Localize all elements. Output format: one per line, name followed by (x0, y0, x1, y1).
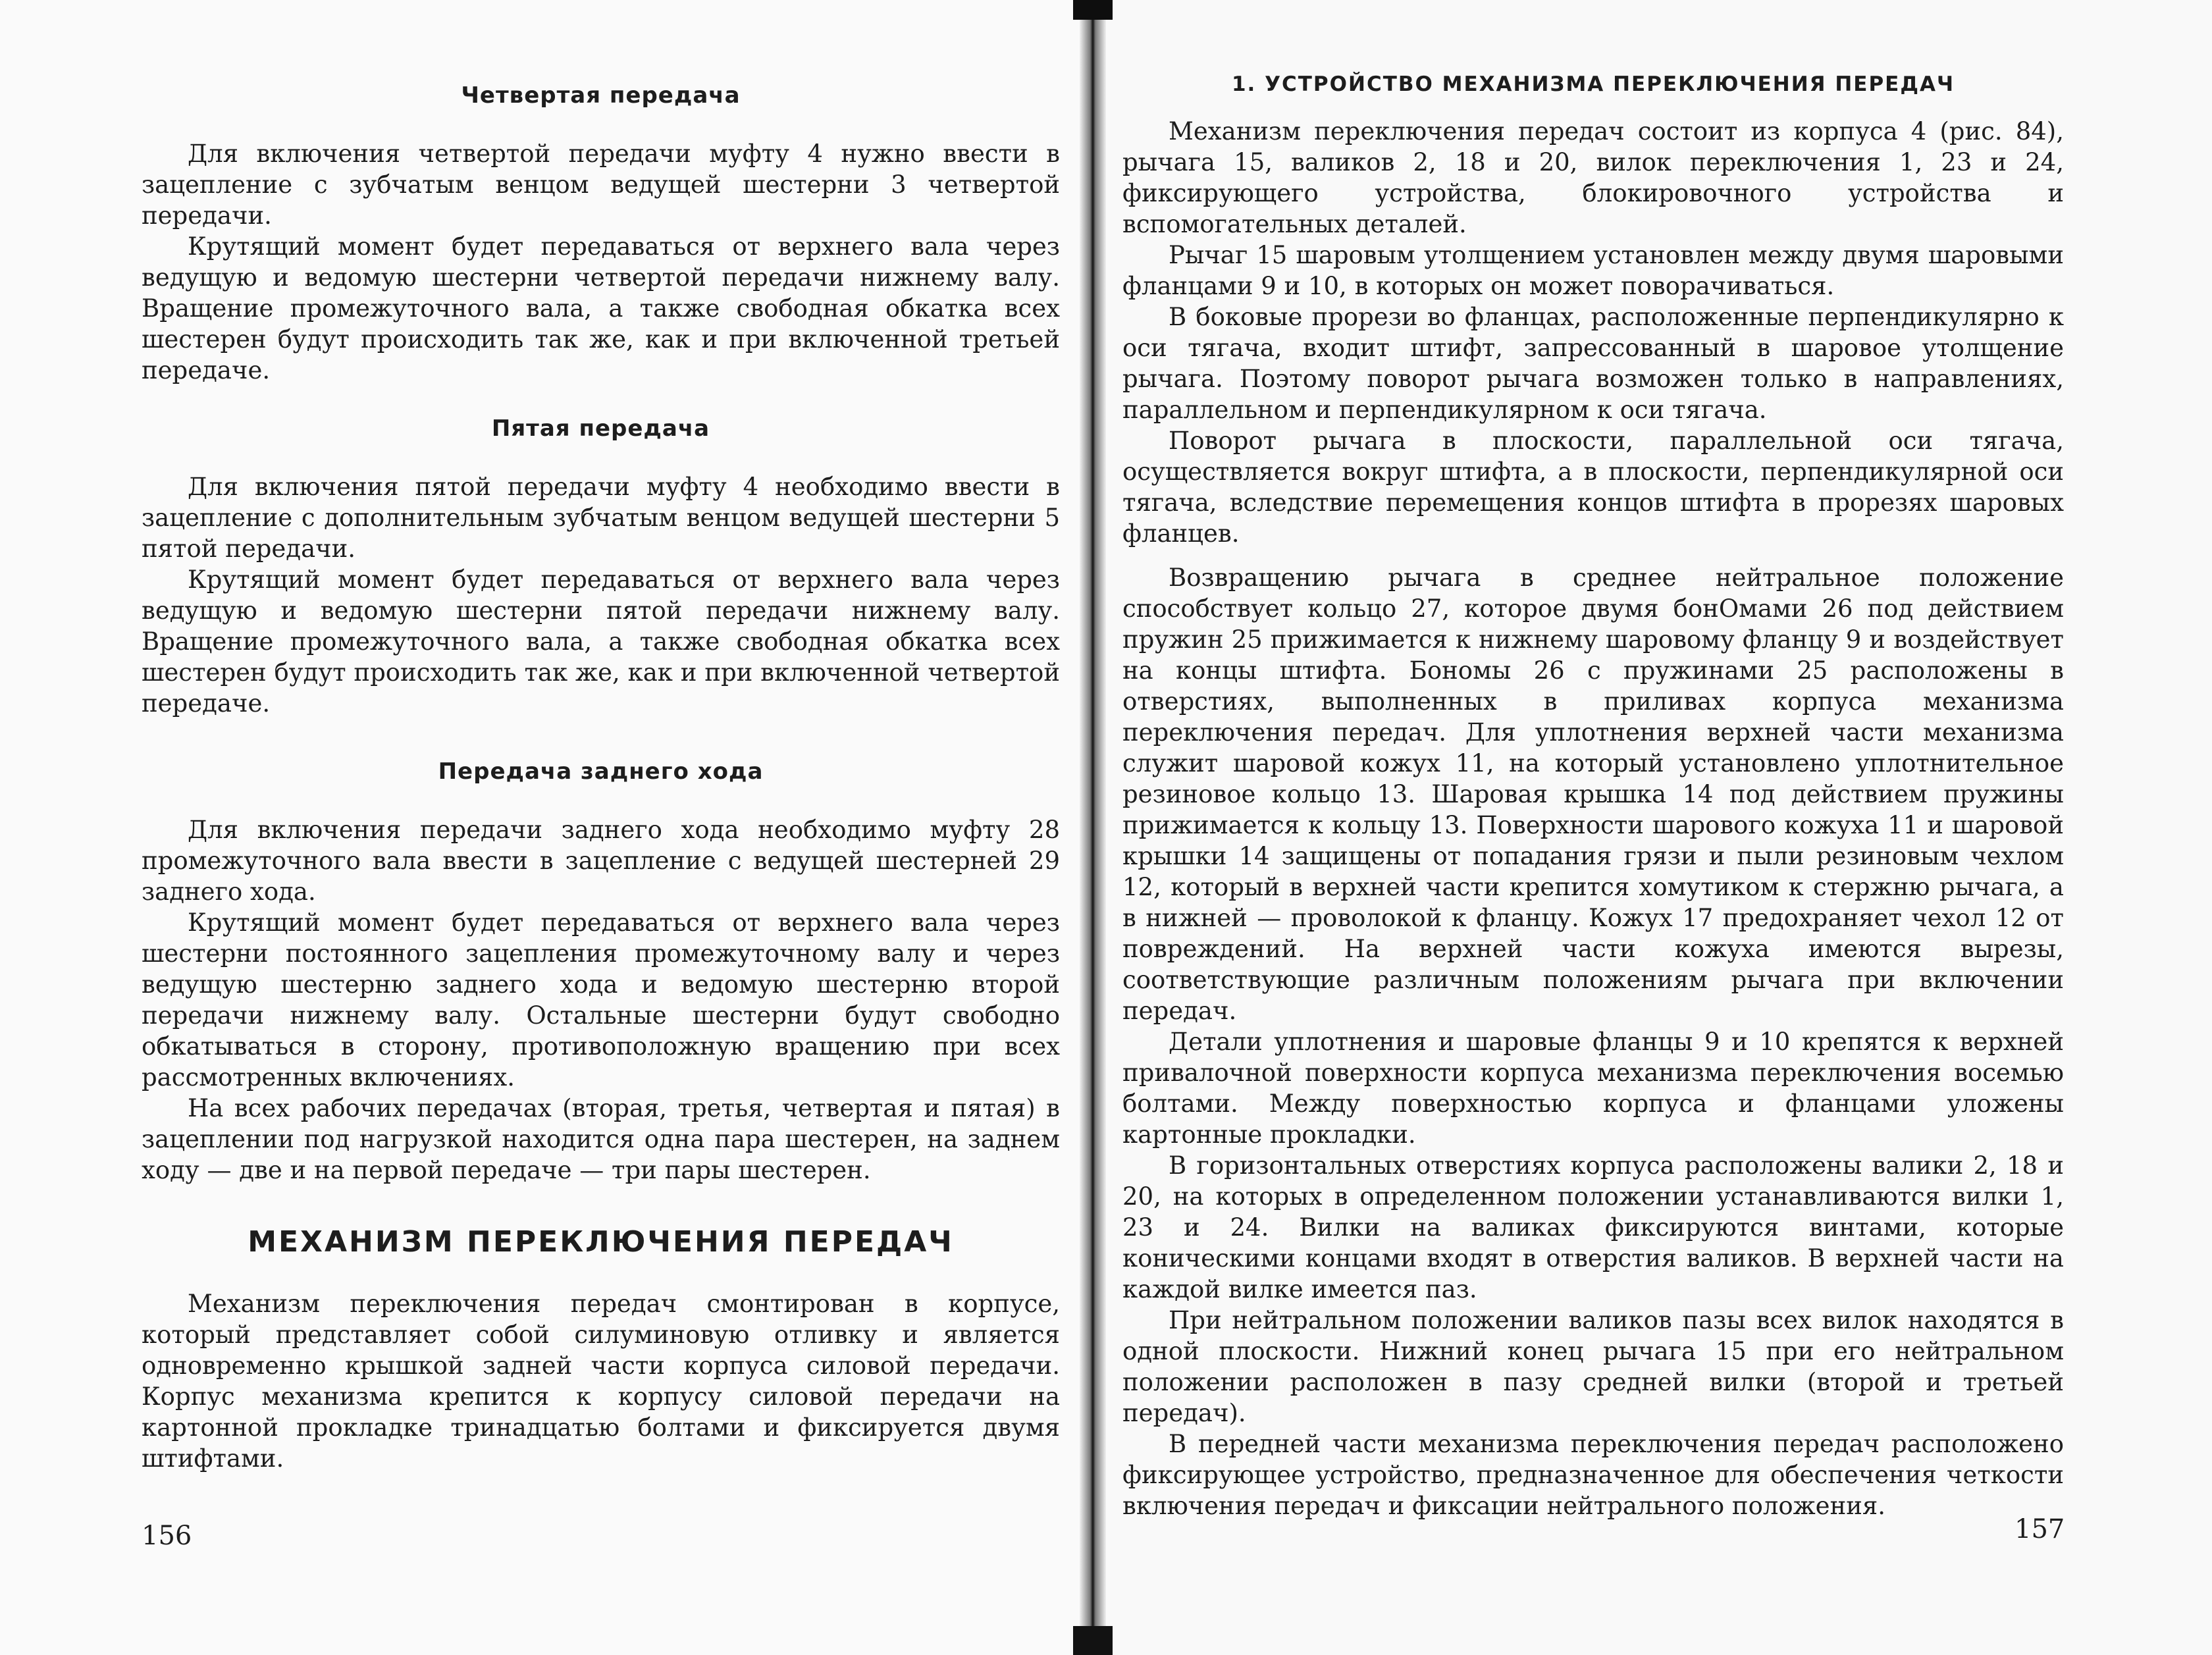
paragraph: Поворот рычага в плоскости, параллельной оси тягача, осуществляется вокруг штифта, а в плоскости, перпендикулярной оси тягача, вследствие перемещения концов штифта в прорезях шаровых фланцев. (1122, 427, 2064, 548)
book-gutter (1080, 0, 1106, 1655)
right-page (1099, 0, 2212, 1655)
right-page-column (1122, 72, 2064, 1521)
gutter-shadow-top (1073, 0, 1113, 20)
heading-shift-mechanism: МЕХАНИЗМ ПЕРЕКЛЮЧЕНИЯ ПЕРЕДАЧ (248, 1225, 954, 1259)
heading-fourth-gear: Четвертая передача (461, 82, 741, 109)
paragraph: Для включения четвертой передачи муфту 4 нужно ввести в зацепление с зубчатым венцом ведущей шестерни 3 четвертой передачи. (142, 140, 1060, 230)
paragraph: В горизонтальных отверстиях корпуса расположены валики 2, 18 и 20, на которых в определенном положении устанавливаются вилки 1, 23 и 24. Вилки на валиках фиксируются винтами, которые коническими концами входят в отверстия валиков. В верхней части на каждой вилке имеется паз. (1122, 1151, 2064, 1303)
paragraph: Детали уплотнения и шаровые фланцы 9 и 10 крепятся к верхней привалочной поверхности корпуса механизма переключения восемью болтами. Между поверхностью корпуса и фланцами уложены картонные прокладки. (1122, 1028, 2064, 1149)
left-page-column (142, 82, 1060, 1474)
heading-fifth-gear: Пятая передача (491, 415, 710, 442)
paragraph: В боковые прорези во фланцах, расположенные перпендикулярно к оси тягача, входит штифт, запрессованный в шаровое утолщение рычага. Поэтому поворот рычага возможен только в направлениях, параллельном и перпендикулярном к оси тягача. (1122, 303, 2064, 424)
paragraph: Крутящий момент будет передаваться от верхнего вала через ведущую и ведомую шестерни пятой передачи нижнему валу. Вращение промежуточного вала, а также свободная обкатка всех шестерен будут происходить так же, как и при включенной четвертой передаче. (142, 565, 1060, 718)
page-number: 156 (142, 1521, 192, 1551)
gutter-shadow-bottom (1073, 1626, 1113, 1655)
paragraph: Крутящий момент будет передаваться от верхнего вала через шестерни постоянного зацепления промежуточному валу и через ведущую шестерню заднего хода и ведомую шестерню второй передачи нижнему валу. Остальные шестерни будут свободно обкатываться в сторону, противоположную вращению при всех рассмотренных включениях. (142, 908, 1060, 1091)
paragraph: Крутящий момент будет передаваться от верхнего вала через ведущую и ведомую шестерни четвертой передачи нижнему валу. Вращение промежуточного вала, а также свободная обкатка всех шестерен будут происходить так же, как и при включенной третьей передаче. (142, 232, 1060, 384)
paragraph: Возвращению рычага в среднее нейтральное положение способствует кольцо 27, которое двумя бонОмами 26 под действием пружин 25 прижимается к нижнему шаровому фланцу 9 и воздействует на концы штифта. Бономы 26 с пружинами 25 расположены в отверстиях, выполненных в приливах корпуса механизма переключения передач. Для уплотнения верхней части механизма служит шаровой кожух 11, на который установлено уплотнительное резиновое кольцо 13. Шаровая крышка 14 под действием пружины прижимается к кольцу 13. Поверхности шарового кожуха 11 и шаровой крышки 14 защищены от попадания грязи и пыли резиновым чехлом 12, который в верхней части крепится хомутиком к стержню рычага, а в нижней — проволокой к фланцу. Кожух 17 предохраняет чехол 12 от повреждений. На верхней части кожуха имеются вырезы, соответствующие различным положениям рычага при включении передач. (1122, 564, 2064, 1025)
page-number: 157 (2014, 1514, 2065, 1544)
paragraph: Для включения передачи заднего хода необходимо муфту 28 промежуточного вала ввести в зацепление с ведущей шестерней 29 заднего хода. (142, 816, 1060, 906)
left-page (0, 0, 1090, 1655)
heading-shift-mechanism-design: 1. УСТРОЙСТВО МЕХАНИЗМА ПЕРЕКЛЮЧЕНИЯ ПЕРЕДАЧ (1231, 72, 1955, 96)
paragraph: Для включения пятой передачи муфту 4 необходимо ввести в зацепление с дополнительным зубчатым венцом ведущей шестерни 5 пятой передачи. (142, 473, 1060, 563)
paragraph: При нейтральном положении валиков пазы всех вилок находятся в одной плоскости. Нижний конец рычага 15 при его нейтральном положении расположен в пазу средней вилки (второй и третьей передач). (1122, 1306, 2064, 1427)
paragraph: Механизм переключения передач состоит из корпуса 4 (рис. 84), рычага 15, валиков 2, 18 и 20, вилок переключения 1, 23 и 24, фиксирующего устройства, блокировочного устройства и вспомогательных деталей. (1122, 117, 2064, 238)
paragraph: Рычаг 15 шаровым утолщением установлен между двумя шаровыми фланцами 9 и 10, в которых он может поворачиваться. (1122, 241, 2064, 300)
paragraph: На всех рабочих передачах (вторая, третья, четвертая и пятая) в зацеплении под нагрузкой находится одна пара шестерен, на заднем ходу — две и на первой передаче — три пары шестерен. (142, 1094, 1060, 1184)
heading-reverse-gear: Передача заднего хода (438, 758, 764, 785)
paragraph: В передней части механизма переключения передач расположено фиксирующее устройство, предназначенное для обеспечения четкости включения передач и фиксации нейтрального положения. (1122, 1430, 2064, 1520)
paragraph: Механизм переключения передач смонтирован в корпусе, который представляет собой силуминовую отливку и является одновременно крышкой задней части корпуса силовой передачи. Корпус механизма крепится к корпусу силовой передачи на картонной прокладке тринадцатью болтами и фиксируется двумя штифтами. (142, 1290, 1060, 1473)
